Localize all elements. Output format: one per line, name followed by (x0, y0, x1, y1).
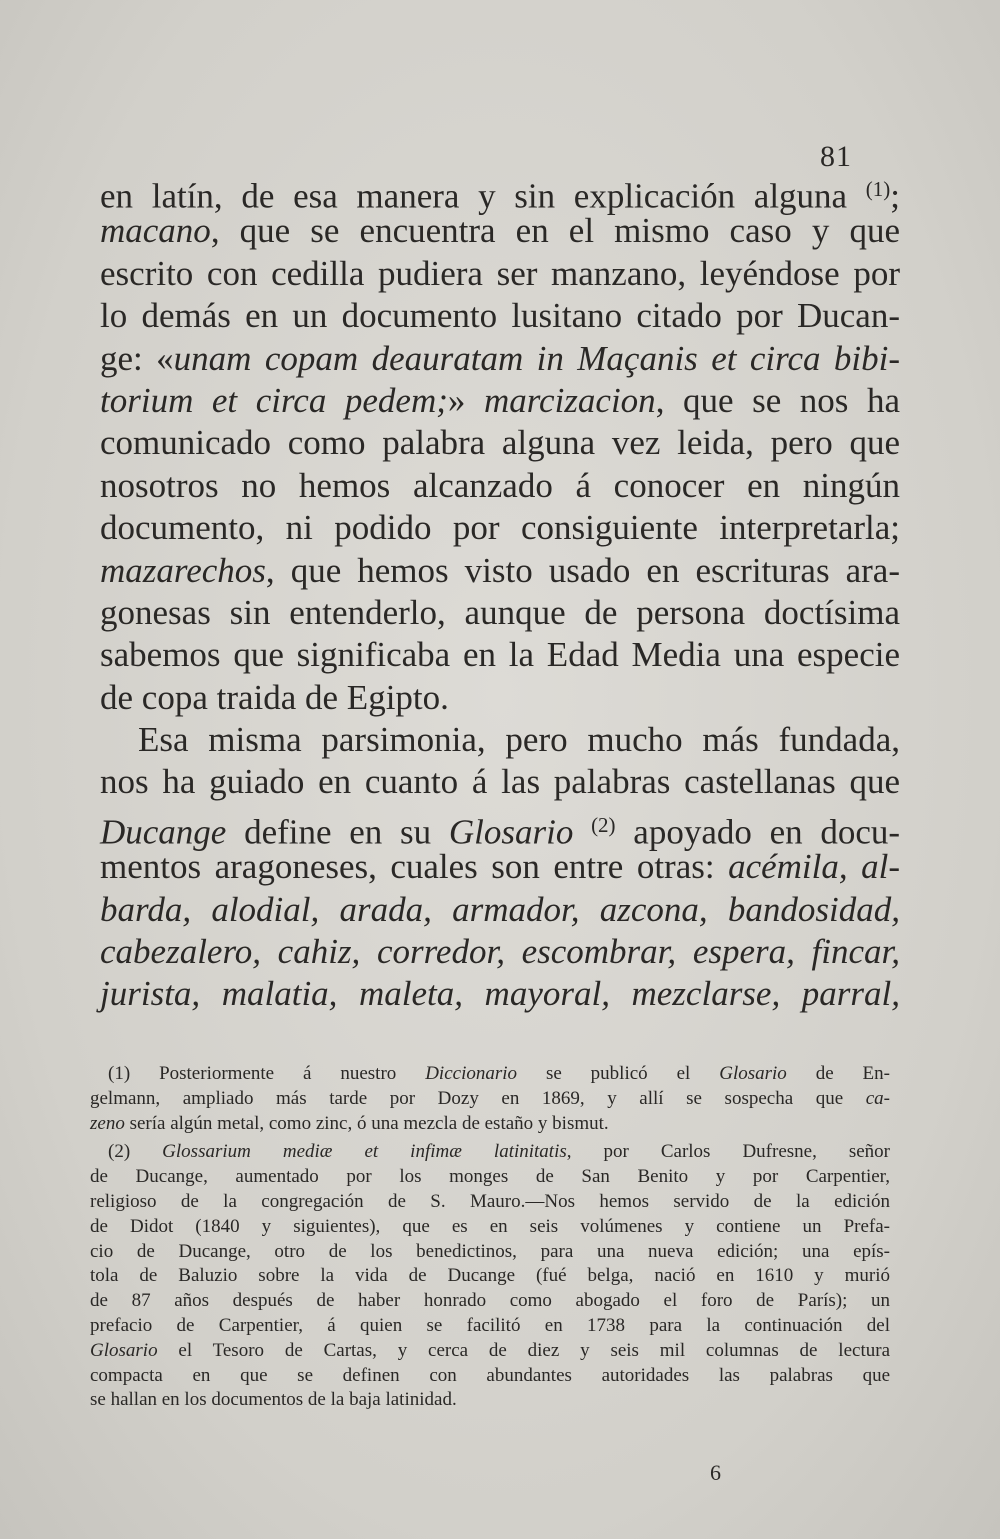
text-run: de En- (786, 1063, 890, 1084)
text-line (100, 507, 900, 549)
text-run: , que se encuentra en el mismo caso y que (210, 211, 900, 251)
italic-text: acémila, al- (728, 847, 900, 887)
italic-text: unam copam deauratam in Maçanis et circa bibi- (173, 338, 900, 378)
footnote-line (90, 1190, 890, 1215)
text-run: religioso de la congregación de S. Mauro.—Nos hemos servido de la edición (90, 1190, 890, 1212)
footnote-line (90, 1314, 890, 1339)
text-line (100, 677, 900, 719)
text-line (100, 295, 900, 337)
text-run: tola de Baluzio sobre la vida de Ducange (fué belga, nació en 1610 y murió (90, 1265, 890, 1287)
footnote-line (90, 1240, 890, 1265)
text-line (100, 168, 900, 216)
footnote-line (90, 1339, 890, 1364)
text-line (100, 380, 900, 422)
footnote-line (90, 1388, 890, 1413)
text-run: (2) (108, 1141, 163, 1163)
text-line (100, 804, 901, 852)
text-line (100, 422, 900, 464)
text-run: se hallan en los documentos de la baja latinidad. (90, 1389, 457, 1411)
text-run: » (447, 380, 484, 420)
text-run: comunicado como palabra alguna vez leida, pero que (100, 423, 900, 463)
footnote-line (90, 1215, 890, 1240)
text-line (100, 931, 900, 973)
text-run: , por Carlos Dufresne, señor (566, 1141, 891, 1163)
italic-text: ca- (865, 1087, 890, 1109)
italic-text: barda, alodial, arada, armador, azcona, bandosidad, (100, 889, 900, 929)
text-line (100, 761, 900, 803)
text-run: gelmann, ampliado más tarde por Dozy en 1869, y allí se sospecha que (90, 1087, 866, 1109)
footnote-reference: (1) (865, 177, 891, 201)
text-line (100, 550, 900, 592)
footnote-line (90, 1087, 890, 1112)
text-run: nos ha guiado en cuanto á las palabras castellanas que (100, 762, 900, 802)
footnotes-block (90, 1062, 890, 1413)
italic-text: Diccionario (425, 1063, 518, 1084)
text-run: define en su (226, 812, 449, 852)
footnote-line (90, 1264, 890, 1289)
italic-text: Glosario (719, 1063, 787, 1084)
italic-text: marcizacion (483, 380, 656, 420)
text-run: ; (890, 176, 900, 216)
text-run: cio de Ducange, otro de los benedictinos, para una nueva edición; una epís- (90, 1240, 890, 1262)
text-run: Esa misma parsimonia, pero mucho más fundada, (138, 720, 900, 760)
page-number: 81 (820, 140, 852, 173)
italic-text: macano (100, 211, 211, 251)
text-line (100, 634, 900, 676)
text-run: (1) Posteriormente á nuestro (108, 1063, 426, 1084)
text-run: se publicó el (517, 1063, 720, 1084)
text-run: documento, ni podido por consiguiente interpretarla; (100, 508, 900, 548)
footnote-line (90, 1112, 890, 1137)
text-run: apoyado en docu- (615, 812, 901, 852)
text-run: el Tesoro de Cartas, y cerca de diez y seis mil columnas de lectura (157, 1339, 890, 1361)
italic-text: Glossarium mediæ et infimæ latinitatis (162, 1141, 567, 1163)
main-text-block (100, 168, 900, 1016)
text-line (100, 253, 900, 295)
italic-text: Glosario (448, 812, 574, 852)
text-run: nosotros no hemos alcanzado á conocer en ningún (100, 465, 900, 505)
text-line (100, 973, 900, 1015)
text-line (100, 465, 900, 507)
text-line (100, 210, 900, 252)
footnote-reference: (2) (591, 812, 616, 837)
text-run: de Ducange, aumentado por los monges de San Benito y por Carpentier, (90, 1166, 890, 1188)
text-run: lo demás en un documento lusitano citado por Ducan- (100, 296, 900, 336)
text-line (100, 592, 900, 634)
footnote-line (90, 1364, 890, 1389)
text-line (100, 719, 900, 761)
text-line (100, 846, 900, 888)
italic-text: torium et circa pedem; (100, 380, 448, 420)
text-run: en latín, de esa manera y sin explicación alguna (100, 176, 866, 216)
text-run: prefacio de Carpentier, á quien se facilitó en 1738 para la continuación del (90, 1314, 890, 1336)
italic-text: cabezalero, cahiz, corredor, escombrar, espera, fincar, (100, 932, 900, 972)
italic-text: Ducange (100, 812, 227, 852)
text-run: mentos aragoneses, cuales son entre otras: (100, 847, 729, 887)
text-run: compacta en que se definen con abundantes autoridades las palabras que (90, 1364, 890, 1386)
text-run: de copa traida de Egipto. (100, 677, 449, 717)
text-run: escrito con cedilla pudiera ser manzano, leyéndose por (100, 253, 900, 293)
footnote-line (90, 1140, 890, 1165)
italic-text: Glosario (90, 1339, 158, 1361)
text-run: , que hemos visto usado en escrituras ara- (265, 550, 900, 590)
footnote-line (90, 1062, 890, 1087)
text-line (100, 338, 900, 380)
italic-text: jurista, malatia, maleta, mayoral, mezclarse, parral, (100, 974, 900, 1014)
italic-text: mazarechos (100, 550, 266, 590)
text-run: de Didot (1840 y siguientes), que es en seis volúmenes y contiene un Prefa- (90, 1215, 890, 1237)
text-run: , que se nos ha (655, 380, 900, 420)
footnote-line (90, 1289, 890, 1314)
italic-text: zeno (90, 1112, 125, 1134)
text-run: sabemos que significaba en la Edad Media una especie (100, 635, 900, 675)
text-line (100, 889, 900, 931)
text-run: gonesas sin entenderlo, aunque de persona doctísima (100, 592, 900, 632)
printer-signature-mark: 6 (710, 1460, 721, 1485)
text-run: sería algún metal, como zinc, ó una mezcla de estaño y bismut. (124, 1112, 609, 1134)
footnote-line (90, 1165, 890, 1190)
text-run: de 87 años después de haber honrado como abogado el foro de París); un (90, 1290, 890, 1312)
text-run: ge: « (100, 338, 174, 378)
